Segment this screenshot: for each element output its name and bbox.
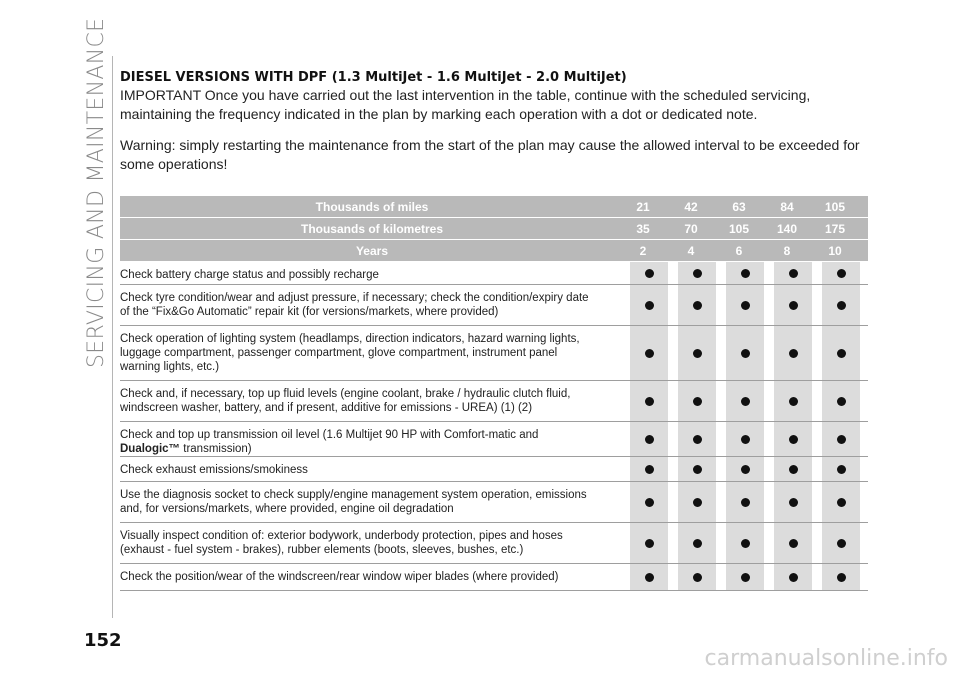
scheduled-dot-icon xyxy=(741,435,750,444)
interval-cell xyxy=(774,262,812,284)
operation-description xyxy=(120,482,614,522)
interval-cell xyxy=(678,285,716,325)
row-gap xyxy=(764,457,774,481)
operation-description xyxy=(120,564,614,590)
interval-cell xyxy=(726,422,764,456)
watermark: carmanualsonline.info xyxy=(704,646,948,671)
row-gap xyxy=(716,381,726,421)
section-heading: DIESEL VERSIONS WITH DPF (1.3 MultiJet - 1.6 MultiJet - 2.0 MultiJet) xyxy=(120,70,627,85)
interval-cell xyxy=(678,262,716,284)
operation-text: Visually inspect condition of: exterior bodywork, underbody protection, pipes and hoses (exhaust - fuel system - brakes), rubber elements (boots, sleeves, bushes, etc.) xyxy=(120,530,563,556)
interval-cell xyxy=(822,326,860,380)
operation-bold-text: Dualogic™ xyxy=(120,443,181,455)
scheduled-dot-icon xyxy=(837,349,846,358)
row-spacer xyxy=(614,482,630,522)
interval-cell xyxy=(822,285,860,325)
row-spacer xyxy=(614,262,630,284)
table-row xyxy=(120,326,868,381)
table-row xyxy=(120,381,868,422)
scheduled-dot-icon xyxy=(837,301,846,310)
header-interval-value: 84 xyxy=(768,200,806,214)
interval-cell xyxy=(726,564,764,590)
interval-cell xyxy=(630,564,668,590)
scheduled-dot-icon xyxy=(741,349,750,358)
interval-cell xyxy=(774,482,812,522)
row-gap xyxy=(812,422,822,456)
header-interval-value: 70 xyxy=(672,222,710,236)
interval-cell xyxy=(774,457,812,481)
scheduled-dot-icon xyxy=(837,498,846,507)
row-gap xyxy=(668,422,678,456)
scheduled-dot-icon xyxy=(741,573,750,582)
scheduled-dot-icon xyxy=(693,539,702,548)
interval-cell xyxy=(822,262,860,284)
scheduled-dot-icon xyxy=(837,465,846,474)
operation-description xyxy=(120,523,614,563)
scheduled-dot-icon xyxy=(837,573,846,582)
scheduled-dot-icon xyxy=(837,269,846,278)
scheduled-dot-icon xyxy=(789,349,798,358)
row-gap xyxy=(812,482,822,522)
row-gap xyxy=(764,262,774,284)
operation-description xyxy=(120,457,614,481)
row-gap xyxy=(716,457,726,481)
scheduled-dot-icon xyxy=(645,465,654,474)
scheduled-dot-icon xyxy=(741,498,750,507)
row-gap xyxy=(716,523,726,563)
scheduled-dot-icon xyxy=(645,573,654,582)
row-gap xyxy=(716,564,726,590)
row-gap xyxy=(812,326,822,380)
row-gap xyxy=(764,326,774,380)
interval-cell xyxy=(822,482,860,522)
row-gap xyxy=(716,422,726,456)
interval-cell xyxy=(630,285,668,325)
interval-cell xyxy=(678,381,716,421)
scheduled-dot-icon xyxy=(741,269,750,278)
scheduled-dot-icon xyxy=(693,498,702,507)
sidebar-divider xyxy=(112,56,113,618)
scheduled-dot-icon xyxy=(741,397,750,406)
interval-cell xyxy=(678,422,716,456)
row-gap xyxy=(764,285,774,325)
row-gap xyxy=(764,523,774,563)
page-number: 152 xyxy=(84,630,122,651)
interval-cell xyxy=(726,523,764,563)
scheduled-dot-icon xyxy=(693,435,702,444)
interval-cell xyxy=(774,564,812,590)
operation-text: Check tyre condition/wear and adjust pressure, if necessary; check the condition/expiry date of the “Fix&Go Automatic” repair kit (for versions/markets, where provided) xyxy=(120,292,589,318)
table-row xyxy=(120,523,868,564)
warning-paragraph: Warning: simply restarting the maintenance from the start of the plan may cause the allowed interval to be exceeded for some operations! xyxy=(120,137,860,172)
row-gap xyxy=(812,381,822,421)
scheduled-dot-icon xyxy=(789,539,798,548)
scheduled-dot-icon xyxy=(789,435,798,444)
interval-cell xyxy=(678,326,716,380)
scheduled-dot-icon xyxy=(645,301,654,310)
operation-description xyxy=(120,285,614,325)
table-row xyxy=(120,262,868,285)
header-interval-value: 21 xyxy=(624,200,662,214)
table-row xyxy=(120,457,868,482)
interval-cell xyxy=(726,381,764,421)
interval-cell xyxy=(630,381,668,421)
table-header-row xyxy=(120,218,868,240)
row-gap xyxy=(812,523,822,563)
table-row xyxy=(120,422,868,457)
row-gap xyxy=(716,482,726,522)
interval-cell xyxy=(822,564,860,590)
scheduled-dot-icon xyxy=(837,539,846,548)
row-gap xyxy=(812,457,822,481)
header-interval-value: 10 xyxy=(816,244,854,258)
interval-cell xyxy=(678,564,716,590)
header-interval-value: 35 xyxy=(624,222,662,236)
interval-cell xyxy=(726,285,764,325)
table-row xyxy=(120,564,868,591)
row-spacer xyxy=(614,523,630,563)
row-gap xyxy=(764,482,774,522)
scheduled-dot-icon xyxy=(741,539,750,548)
operation-text: Check exhaust emissions/smokiness xyxy=(120,464,308,476)
header-interval-value: 2 xyxy=(624,244,662,258)
interval-cell xyxy=(630,457,668,481)
row-gap xyxy=(716,262,726,284)
row-gap xyxy=(668,381,678,421)
maintenance-table xyxy=(120,196,868,591)
row-gap xyxy=(668,482,678,522)
operation-text: Check and, if necessary, top up fluid levels (engine coolant, brake / hydraulic clutch fluid, windscreen washer, battery, and if present, additive for emissions - UREA) (1) (2) xyxy=(120,388,571,414)
header-label: Years xyxy=(355,243,389,258)
row-spacer xyxy=(614,457,630,481)
row-gap xyxy=(668,285,678,325)
scheduled-dot-icon xyxy=(645,539,654,548)
scheduled-dot-icon xyxy=(645,435,654,444)
table-row xyxy=(120,285,868,326)
section-sidebar-title xyxy=(82,17,112,368)
header-label: Thousands of miles xyxy=(315,199,429,214)
interval-cell xyxy=(822,381,860,421)
interval-cell xyxy=(630,262,668,284)
operation-description xyxy=(120,262,614,284)
interval-cell xyxy=(822,457,860,481)
row-gap xyxy=(668,564,678,590)
interval-cell xyxy=(774,422,812,456)
interval-cell xyxy=(822,523,860,563)
header-interval-value: 6 xyxy=(720,244,758,258)
table-header-row xyxy=(120,196,868,218)
header-label: Thousands of kilometres xyxy=(300,221,444,236)
row-gap xyxy=(668,457,678,481)
scheduled-dot-icon xyxy=(789,397,798,406)
table-header-row xyxy=(120,240,868,262)
intro-section xyxy=(120,70,868,174)
interval-cell xyxy=(822,422,860,456)
interval-cell xyxy=(726,262,764,284)
scheduled-dot-icon xyxy=(693,301,702,310)
row-gap xyxy=(812,564,822,590)
interval-cell xyxy=(774,381,812,421)
row-gap xyxy=(764,564,774,590)
header-interval-value: 105 xyxy=(816,200,854,214)
interval-cell xyxy=(774,523,812,563)
header-interval-value: 175 xyxy=(816,222,854,236)
section-title-text: SERVICING AND MAINTENANCE xyxy=(84,17,109,368)
interval-cell xyxy=(678,457,716,481)
scheduled-dot-icon xyxy=(645,397,654,406)
header-interval-value: 8 xyxy=(768,244,806,258)
row-spacer xyxy=(614,422,630,456)
operation-text: Check battery charge status and possibly recharge xyxy=(120,269,379,281)
operation-text: Check and top up transmission oil level (1.6 Multijet 90 HP with Comfort-matic and xyxy=(120,429,539,441)
operation-text: Check operation of lighting system (headlamps, direction indicators, hazard warning lights, luggage compartment, passenger compartment, glove compartment, instrument panel warning lights, etc.) xyxy=(120,333,580,373)
scheduled-dot-icon xyxy=(741,465,750,474)
interval-cell xyxy=(774,285,812,325)
interval-cell xyxy=(630,326,668,380)
row-gap xyxy=(764,422,774,456)
header-interval-value: 4 xyxy=(672,244,710,258)
row-gap xyxy=(716,285,726,325)
operation-text-after: transmission) xyxy=(180,443,252,455)
interval-cell xyxy=(678,523,716,563)
header-interval-value: 63 xyxy=(720,200,758,214)
scheduled-dot-icon xyxy=(837,435,846,444)
operation-description xyxy=(120,381,614,421)
row-spacer xyxy=(614,326,630,380)
row-spacer xyxy=(614,564,630,590)
row-gap xyxy=(668,326,678,380)
header-interval-value: 140 xyxy=(768,222,806,236)
operation-description xyxy=(120,422,614,456)
row-gap xyxy=(812,285,822,325)
row-gap xyxy=(668,262,678,284)
scheduled-dot-icon xyxy=(789,465,798,474)
scheduled-dot-icon xyxy=(789,573,798,582)
interval-cell xyxy=(726,457,764,481)
important-paragraph: IMPORTANT Once you have carried out the last intervention in the table, continue with the scheduled servicing, maintaining the frequency indicated in the plan by marking each operation with a dot or dedicated note. xyxy=(120,87,811,122)
scheduled-dot-icon xyxy=(789,301,798,310)
interval-cell xyxy=(726,482,764,522)
scheduled-dot-icon xyxy=(645,269,654,278)
scheduled-dot-icon xyxy=(693,465,702,474)
row-spacer xyxy=(614,285,630,325)
scheduled-dot-icon xyxy=(693,573,702,582)
header-interval-value: 105 xyxy=(720,222,758,236)
interval-cell xyxy=(630,523,668,563)
table-row xyxy=(120,482,868,523)
scheduled-dot-icon xyxy=(741,301,750,310)
row-spacer xyxy=(614,381,630,421)
row-gap xyxy=(764,381,774,421)
row-gap xyxy=(812,262,822,284)
scheduled-dot-icon xyxy=(693,349,702,358)
scheduled-dot-icon xyxy=(837,397,846,406)
row-gap xyxy=(716,326,726,380)
scheduled-dot-icon xyxy=(693,269,702,278)
scheduled-dot-icon xyxy=(645,349,654,358)
operation-text: Check the position/wear of the windscreen/rear window wiper blades (where provided) xyxy=(120,571,559,583)
operation-text: Use the diagnosis socket to check supply/engine management system operation, emissions and, for versions/markets, where provided, engine oil degradation xyxy=(120,489,587,515)
scheduled-dot-icon xyxy=(789,269,798,278)
header-interval-value: 42 xyxy=(672,200,710,214)
scheduled-dot-icon xyxy=(693,397,702,406)
interval-cell xyxy=(630,422,668,456)
interval-cell xyxy=(774,326,812,380)
scheduled-dot-icon xyxy=(645,498,654,507)
row-gap xyxy=(668,523,678,563)
interval-cell xyxy=(726,326,764,380)
interval-cell xyxy=(678,482,716,522)
scheduled-dot-icon xyxy=(789,498,798,507)
interval-cell xyxy=(630,482,668,522)
operation-description xyxy=(120,326,614,380)
